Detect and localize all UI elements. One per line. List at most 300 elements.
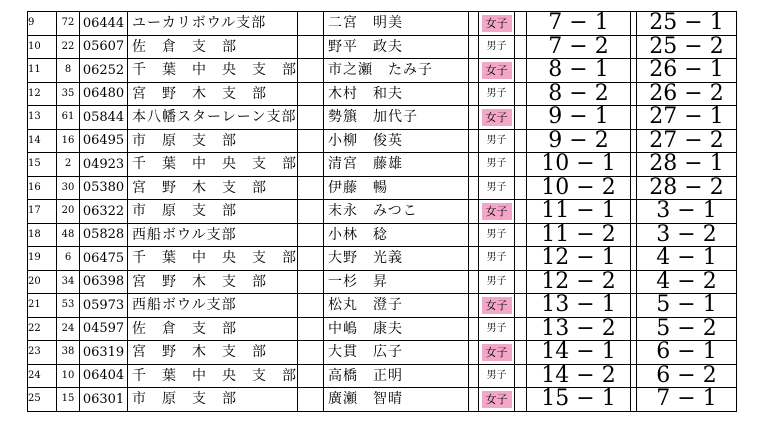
lane-assignment-b-cell bbox=[637, 176, 737, 200]
lane-assignment-b-cell bbox=[637, 200, 737, 224]
spacer-cell bbox=[298, 35, 324, 59]
player-name-text: 伊藤 暢 bbox=[328, 179, 388, 196]
lane-order-cell bbox=[57, 153, 80, 177]
lane-assignment-b-text: 26 − 1 bbox=[649, 58, 724, 82]
branch-cell bbox=[128, 364, 298, 388]
branch-cell bbox=[128, 82, 298, 106]
gender-text: 女子 bbox=[482, 297, 512, 314]
member-id-cell bbox=[80, 12, 128, 36]
lane-assignment-b-cell bbox=[637, 364, 737, 388]
gender-cell bbox=[479, 364, 515, 388]
spacer-cell bbox=[515, 270, 527, 294]
lane-assignment-a-text: 14 − 1 bbox=[541, 340, 616, 364]
player-name-text: 清宮 藤雄 bbox=[328, 156, 403, 173]
member-id-text: 06252 bbox=[82, 62, 125, 78]
gender-cell bbox=[479, 223, 515, 247]
gender-text: 男子 bbox=[486, 40, 507, 52]
gender-cell bbox=[479, 200, 515, 224]
gender-text: 男子 bbox=[486, 87, 507, 99]
lane-assignment-a-cell bbox=[527, 106, 631, 130]
gender-cell bbox=[479, 35, 515, 59]
lane-assignment-b-cell bbox=[637, 129, 737, 153]
gender-cell bbox=[479, 129, 515, 153]
player-name-cell bbox=[324, 247, 469, 271]
lane-order-text: 8 bbox=[64, 64, 72, 76]
lane-order-cell bbox=[57, 200, 80, 224]
row-number-text: 9 bbox=[28, 17, 35, 29]
spacer-cell bbox=[298, 388, 324, 412]
roster-body bbox=[28, 12, 737, 412]
branch-cell bbox=[128, 59, 298, 83]
row-number-cell bbox=[28, 35, 57, 59]
row-number-text: 24 bbox=[28, 369, 41, 381]
spacer-cell bbox=[298, 153, 324, 177]
spacer-cell bbox=[298, 294, 324, 318]
table-row bbox=[28, 341, 737, 365]
row-number-cell bbox=[28, 341, 57, 365]
spacer-cell bbox=[469, 106, 479, 130]
player-name-cell bbox=[324, 364, 469, 388]
lane-assignment-b-cell bbox=[637, 106, 737, 130]
member-id-text: 05828 bbox=[82, 227, 125, 243]
spacer-cell bbox=[298, 341, 324, 365]
table-row bbox=[28, 223, 737, 247]
player-name-text: 二宮 明美 bbox=[328, 15, 403, 32]
lane-assignment-b-text: 5 − 2 bbox=[656, 317, 717, 341]
branch-cell bbox=[128, 129, 298, 153]
lane-assignment-b-cell bbox=[637, 247, 737, 271]
lane-order-text: 20 bbox=[61, 205, 75, 217]
spacer-cell bbox=[298, 176, 324, 200]
player-name-cell bbox=[324, 270, 469, 294]
branch-text: 市 原 支 部 bbox=[132, 203, 237, 220]
member-id-text: 05380 bbox=[82, 180, 125, 196]
spacer-cell bbox=[469, 12, 479, 36]
spacer-cell bbox=[469, 223, 479, 247]
member-id-text: 06301 bbox=[82, 391, 125, 407]
spacer-cell bbox=[469, 247, 479, 271]
player-name-text: 市之瀬 たみ子 bbox=[328, 62, 433, 79]
gender-cell bbox=[479, 388, 515, 412]
lane-order-cell bbox=[57, 341, 80, 365]
lane-order-text: 53 bbox=[61, 299, 75, 311]
branch-cell bbox=[128, 176, 298, 200]
table-row bbox=[28, 153, 737, 177]
row-number-text: 15 bbox=[28, 158, 41, 170]
member-id-cell bbox=[80, 106, 128, 130]
lane-order-cell bbox=[57, 35, 80, 59]
member-id-cell bbox=[80, 247, 128, 271]
table-row bbox=[28, 176, 737, 200]
row-number-cell bbox=[28, 82, 57, 106]
member-id-text: 04597 bbox=[82, 321, 125, 337]
member-id-cell bbox=[80, 153, 128, 177]
branch-text: 佐 倉 支 部 bbox=[132, 38, 237, 55]
row-number-cell bbox=[28, 247, 57, 271]
player-name-text: 小林 稔 bbox=[328, 226, 388, 243]
lane-assignment-b-text: 27 − 2 bbox=[649, 129, 724, 153]
row-number-text: 13 bbox=[28, 111, 41, 123]
player-name-text: 中嶋 康夫 bbox=[328, 320, 403, 337]
branch-text: 西船ボウル支部 bbox=[132, 297, 237, 314]
row-number-cell bbox=[28, 200, 57, 224]
gender-text: 男子 bbox=[486, 322, 507, 334]
spacer-cell bbox=[469, 82, 479, 106]
branch-cell bbox=[128, 317, 298, 341]
member-id-text: 06322 bbox=[82, 203, 125, 219]
lane-assignment-b-cell bbox=[637, 317, 737, 341]
gender-text: 男子 bbox=[486, 228, 507, 240]
player-name-cell bbox=[324, 106, 469, 130]
member-id-text: 05607 bbox=[82, 39, 125, 55]
lane-order-cell bbox=[57, 82, 80, 106]
lane-assignment-a-cell bbox=[527, 82, 631, 106]
branch-cell bbox=[128, 388, 298, 412]
gender-cell bbox=[479, 247, 515, 271]
gender-cell bbox=[479, 176, 515, 200]
branch-text: 宮 野 木 支 部 bbox=[132, 85, 267, 102]
player-name-text: 勢籏 加代子 bbox=[328, 109, 418, 126]
member-id-text: 06319 bbox=[82, 344, 125, 360]
player-name-text: 木村 和夫 bbox=[328, 85, 403, 102]
player-name-text: 高橋 正明 bbox=[328, 367, 403, 384]
gender-text: 女子 bbox=[482, 109, 512, 126]
branch-text: 千 葉 中 央 支 部 bbox=[132, 156, 297, 173]
spacer-cell bbox=[298, 82, 324, 106]
lane-assignment-a-text: 9 − 2 bbox=[548, 129, 609, 153]
gender-cell bbox=[479, 294, 515, 318]
row-number-cell bbox=[28, 270, 57, 294]
lane-assignment-b-text: 7 − 1 bbox=[656, 387, 717, 411]
lane-order-text: 48 bbox=[61, 228, 75, 240]
lane-assignment-b-cell bbox=[637, 294, 737, 318]
lane-assignment-b-text: 27 − 1 bbox=[649, 105, 724, 129]
spacer-cell bbox=[515, 106, 527, 130]
member-id-cell bbox=[80, 341, 128, 365]
branch-text: 千 葉 中 央 支 部 bbox=[132, 367, 297, 384]
player-name-cell bbox=[324, 12, 469, 36]
spacer-cell bbox=[515, 341, 527, 365]
branch-cell bbox=[128, 270, 298, 294]
player-name-cell bbox=[324, 176, 469, 200]
lane-assignment-b-text: 25 − 2 bbox=[649, 35, 724, 59]
member-id-text: 06404 bbox=[82, 368, 125, 384]
lane-order-text: 10 bbox=[61, 369, 75, 381]
lane-assignment-a-cell bbox=[527, 270, 631, 294]
lane-assignment-a-cell bbox=[527, 341, 631, 365]
gender-text: 男子 bbox=[486, 181, 507, 193]
row-number-text: 17 bbox=[28, 205, 41, 217]
player-name-cell bbox=[324, 200, 469, 224]
player-name-text: 末永 みつこ bbox=[328, 203, 418, 220]
lane-order-text: 34 bbox=[61, 275, 75, 287]
gender-cell bbox=[479, 106, 515, 130]
lane-assignment-a-text: 13 − 1 bbox=[541, 293, 616, 317]
branch-text: 佐 倉 支 部 bbox=[132, 320, 237, 337]
table-row bbox=[28, 12, 737, 36]
lane-assignment-b-cell bbox=[637, 59, 737, 83]
spacer-cell bbox=[298, 270, 324, 294]
spacer-cell bbox=[469, 129, 479, 153]
lane-order-text: 2 bbox=[64, 158, 72, 170]
branch-cell bbox=[128, 12, 298, 36]
lane-assignment-b-text: 25 − 1 bbox=[649, 11, 724, 35]
branch-text: 本八幡スターレーン支部 bbox=[132, 109, 297, 126]
member-id-cell bbox=[80, 294, 128, 318]
lane-order-cell bbox=[57, 59, 80, 83]
gender-text: 女子 bbox=[482, 391, 512, 408]
player-name-cell bbox=[324, 59, 469, 83]
lane-assignment-a-cell bbox=[527, 364, 631, 388]
member-id-text: 06398 bbox=[82, 274, 125, 290]
player-name-text: 野平 政夫 bbox=[328, 38, 403, 55]
member-id-cell bbox=[80, 270, 128, 294]
lane-assignment-a-text: 9 − 1 bbox=[548, 105, 609, 129]
branch-text: 千 葉 中 央 支 部 bbox=[132, 62, 297, 79]
lane-assignment-b-cell bbox=[637, 153, 737, 177]
lane-order-cell bbox=[57, 12, 80, 36]
gender-text: 男子 bbox=[486, 275, 507, 287]
member-id-text: 06475 bbox=[82, 250, 125, 266]
spacer-cell bbox=[515, 247, 527, 271]
row-number-cell bbox=[28, 364, 57, 388]
branch-cell bbox=[128, 294, 298, 318]
lane-assignment-b-cell bbox=[637, 341, 737, 365]
branch-text: 宮 野 木 支 部 bbox=[132, 344, 267, 361]
lane-order-cell bbox=[57, 317, 80, 341]
spacer-cell bbox=[515, 12, 527, 36]
player-name-cell bbox=[324, 294, 469, 318]
spacer-cell bbox=[515, 35, 527, 59]
member-id-cell bbox=[80, 364, 128, 388]
member-id-cell bbox=[80, 317, 128, 341]
lane-assignment-a-text: 15 − 1 bbox=[541, 387, 616, 411]
lane-assignment-b-text: 3 − 2 bbox=[656, 223, 717, 247]
gender-text: 女子 bbox=[482, 203, 512, 220]
gender-cell bbox=[479, 82, 515, 106]
lane-order-cell bbox=[57, 176, 80, 200]
lane-assignment-a-cell bbox=[527, 223, 631, 247]
member-id-text: 06480 bbox=[82, 86, 125, 102]
row-number-text: 25 bbox=[28, 393, 41, 405]
spacer-cell bbox=[298, 223, 324, 247]
lane-assignment-a-text: 8 − 2 bbox=[548, 82, 609, 106]
row-number-cell bbox=[28, 176, 57, 200]
member-id-text: 06495 bbox=[82, 133, 125, 149]
row-number-text: 14 bbox=[28, 134, 41, 146]
spacer-cell bbox=[298, 247, 324, 271]
lane-assignment-a-cell bbox=[527, 153, 631, 177]
lane-assignment-a-text: 14 − 2 bbox=[541, 364, 616, 388]
spacer-cell bbox=[515, 294, 527, 318]
member-id-cell bbox=[80, 223, 128, 247]
player-name-cell bbox=[324, 129, 469, 153]
spacer-cell bbox=[515, 153, 527, 177]
lane-assignment-a-text: 8 − 1 bbox=[548, 58, 609, 82]
table-row bbox=[28, 317, 737, 341]
row-number-text: 20 bbox=[28, 275, 41, 287]
spacer-cell bbox=[298, 317, 324, 341]
player-name-cell bbox=[324, 341, 469, 365]
lane-assignment-a-cell bbox=[527, 35, 631, 59]
lane-order-text: 72 bbox=[61, 17, 75, 29]
player-name-text: 一杉 昇 bbox=[328, 273, 388, 290]
lane-assignment-b-text: 28 − 2 bbox=[649, 176, 724, 200]
branch-text: ユーカリボウル支部 bbox=[132, 15, 267, 32]
row-number-cell bbox=[28, 129, 57, 153]
lane-assignment-b-text: 26 − 2 bbox=[649, 82, 724, 106]
row-number-cell bbox=[28, 294, 57, 318]
row-number-text: 10 bbox=[28, 40, 41, 52]
spacer-cell bbox=[469, 200, 479, 224]
row-number-cell bbox=[28, 388, 57, 412]
branch-cell bbox=[128, 200, 298, 224]
branch-text: 宮 野 木 支 部 bbox=[132, 179, 267, 196]
table-row bbox=[28, 35, 737, 59]
table-row bbox=[28, 106, 737, 130]
row-number-cell bbox=[28, 106, 57, 130]
lane-order-text: 15 bbox=[61, 393, 75, 405]
row-number-cell bbox=[28, 59, 57, 83]
gender-text: 男子 bbox=[486, 369, 507, 381]
spacer-cell bbox=[469, 341, 479, 365]
table-row bbox=[28, 270, 737, 294]
spacer-cell bbox=[298, 364, 324, 388]
player-name-cell bbox=[324, 388, 469, 412]
branch-cell bbox=[128, 35, 298, 59]
branch-text: 市 原 支 部 bbox=[132, 132, 237, 149]
member-id-cell bbox=[80, 59, 128, 83]
player-name-cell bbox=[324, 317, 469, 341]
lane-order-cell bbox=[57, 129, 80, 153]
spacer-cell bbox=[298, 129, 324, 153]
lane-order-text: 16 bbox=[61, 134, 75, 146]
spacer-cell bbox=[469, 176, 479, 200]
row-number-text: 19 bbox=[28, 252, 41, 264]
lane-order-text: 35 bbox=[61, 87, 75, 99]
lane-assignment-b-text: 6 − 2 bbox=[656, 364, 717, 388]
lane-assignment-a-cell bbox=[527, 59, 631, 83]
table-row bbox=[28, 364, 737, 388]
spacer-cell bbox=[515, 364, 527, 388]
gender-cell bbox=[479, 12, 515, 36]
row-number-text: 21 bbox=[28, 299, 41, 311]
table-row bbox=[28, 129, 737, 153]
player-name-text: 廣瀬 智晴 bbox=[328, 391, 403, 408]
spacer-cell bbox=[298, 12, 324, 36]
player-name-cell bbox=[324, 153, 469, 177]
lane-assignment-a-cell bbox=[527, 200, 631, 224]
lane-assignment-b-text: 28 − 1 bbox=[649, 152, 724, 176]
lane-assignment-a-cell bbox=[527, 12, 631, 36]
lane-order-cell bbox=[57, 294, 80, 318]
spacer-cell bbox=[469, 270, 479, 294]
lane-assignment-b-text: 5 − 1 bbox=[656, 293, 717, 317]
spacer-cell bbox=[515, 388, 527, 412]
player-name-text: 大野 光義 bbox=[328, 250, 403, 267]
table-row bbox=[28, 200, 737, 224]
spacer-cell bbox=[469, 294, 479, 318]
lane-assignment-b-text: 6 − 1 bbox=[656, 340, 717, 364]
branch-text: 市 原 支 部 bbox=[132, 391, 237, 408]
player-name-text: 大貫 広子 bbox=[328, 344, 403, 361]
lane-assignment-a-cell bbox=[527, 294, 631, 318]
spacer-cell bbox=[469, 35, 479, 59]
row-number-text: 23 bbox=[28, 346, 41, 358]
lane-assignment-a-text: 7 − 2 bbox=[548, 35, 609, 59]
lane-order-text: 6 bbox=[64, 252, 72, 264]
spacer-cell bbox=[515, 59, 527, 83]
member-id-cell bbox=[80, 200, 128, 224]
lane-order-cell bbox=[57, 247, 80, 271]
lane-assignment-a-text: 11 − 2 bbox=[541, 223, 616, 247]
lane-assignment-a-text: 13 − 2 bbox=[541, 317, 616, 341]
spacer-cell bbox=[515, 176, 527, 200]
lane-order-text: 38 bbox=[61, 346, 75, 358]
spacer-cell bbox=[515, 129, 527, 153]
lane-order-cell bbox=[57, 270, 80, 294]
gender-text: 女子 bbox=[482, 15, 512, 32]
lane-order-cell bbox=[57, 388, 80, 412]
row-number-cell bbox=[28, 12, 57, 36]
member-id-cell bbox=[80, 35, 128, 59]
gender-text: 女子 bbox=[482, 344, 512, 361]
gender-cell bbox=[479, 270, 515, 294]
player-name-text: 小柳 俊英 bbox=[328, 132, 403, 149]
branch-cell bbox=[128, 341, 298, 365]
member-id-text: 05973 bbox=[82, 297, 125, 313]
row-number-text: 11 bbox=[28, 64, 41, 76]
lane-assignment-b-text: 4 − 1 bbox=[656, 246, 717, 270]
row-number-text: 12 bbox=[28, 87, 41, 99]
branch-text: 千 葉 中 央 支 部 bbox=[132, 250, 297, 267]
lane-order-text: 61 bbox=[61, 111, 75, 123]
lane-order-text: 30 bbox=[61, 181, 75, 193]
lane-assignment-b-cell bbox=[637, 12, 737, 36]
row-number-text: 22 bbox=[28, 322, 41, 334]
player-name-cell bbox=[324, 35, 469, 59]
spacer-cell bbox=[469, 153, 479, 177]
gender-text: 男子 bbox=[486, 252, 507, 264]
member-id-cell bbox=[80, 388, 128, 412]
row-number-cell bbox=[28, 153, 57, 177]
lane-assignment-a-text: 10 − 2 bbox=[541, 176, 616, 200]
gender-text: 男子 bbox=[486, 158, 507, 170]
branch-cell bbox=[128, 223, 298, 247]
lane-assignment-b-cell bbox=[637, 388, 737, 412]
member-id-cell bbox=[80, 129, 128, 153]
member-id-cell bbox=[80, 82, 128, 106]
lane-assignment-a-text: 11 − 1 bbox=[541, 199, 616, 223]
lane-assignment-a-text: 12 − 2 bbox=[541, 270, 616, 294]
row-number-text: 16 bbox=[28, 181, 41, 193]
lane-assignment-a-text: 10 − 1 bbox=[541, 152, 616, 176]
lane-assignment-b-cell bbox=[637, 223, 737, 247]
lane-assignment-a-cell bbox=[527, 176, 631, 200]
spacer-cell bbox=[469, 364, 479, 388]
gender-cell bbox=[479, 317, 515, 341]
player-name-cell bbox=[324, 82, 469, 106]
lane-assignment-b-text: 3 − 1 bbox=[656, 199, 717, 223]
branch-cell bbox=[128, 153, 298, 177]
lane-order-cell bbox=[57, 106, 80, 130]
lane-order-cell bbox=[57, 223, 80, 247]
spacer-cell bbox=[515, 223, 527, 247]
player-name-cell bbox=[324, 223, 469, 247]
member-id-text: 04923 bbox=[82, 156, 125, 172]
lane-order-cell bbox=[57, 364, 80, 388]
lane-order-text: 22 bbox=[61, 40, 75, 52]
